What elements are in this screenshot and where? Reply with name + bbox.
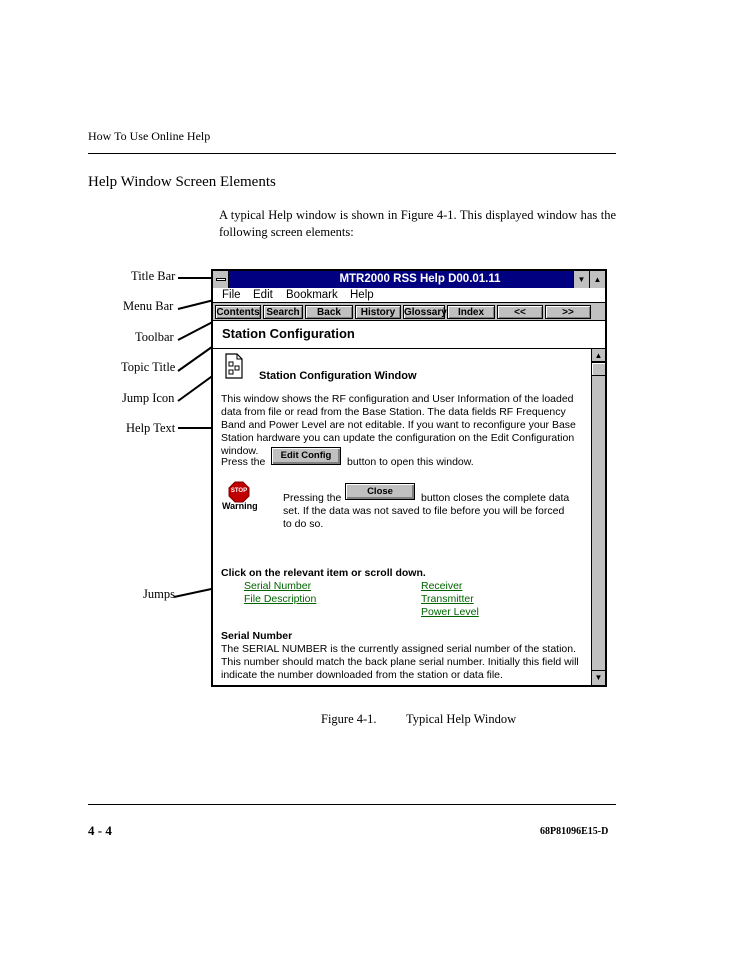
close-button[interactable]: Close — [345, 483, 415, 500]
scroll-down-arrow-icon[interactable]: ▼ — [592, 670, 605, 683]
scroll-thumb[interactable] — [592, 362, 605, 376]
callout-topic-title: Topic Title — [121, 360, 176, 374]
jump-power-level[interactable]: Power Level — [421, 606, 479, 618]
minimize-button[interactable]: ▼ — [573, 271, 589, 288]
callout-title-bar: Title Bar — [131, 269, 176, 283]
window-title: MTR2000 RSS Help D00.01.11 — [339, 273, 501, 285]
content-heading: Station Configuration Window — [259, 370, 417, 382]
intro-paragraph: A typical Help window is shown in Figure 4-1. This displayed window has the following screen elements: — [219, 208, 616, 239]
press-suffix-text: button to open this window. — [347, 456, 474, 468]
edit-config-button[interactable]: Edit Config — [271, 447, 341, 465]
jump-file-description[interactable]: File Description — [244, 593, 317, 605]
footer-rule — [88, 804, 616, 805]
callout-jumps: Jumps — [143, 587, 175, 601]
doc-number: 68P81096E15-D — [540, 826, 609, 837]
topic-title: Station Configuration — [222, 326, 355, 341]
callout-menu-bar: Menu Bar — [123, 299, 174, 313]
callout-toolbar: Toolbar — [135, 330, 174, 344]
browse-forward-button[interactable]: >> — [545, 305, 591, 319]
page-number: 4 - 4 — [88, 823, 112, 838]
menu-file[interactable]: File — [222, 289, 241, 301]
history-button[interactable]: History — [355, 305, 401, 319]
toolbar — [213, 303, 605, 321]
system-menu-button[interactable] — [213, 271, 229, 288]
document-icon[interactable] — [225, 353, 243, 379]
stop-sign-label: STOP — [230, 488, 248, 494]
scroll-up-arrow-icon[interactable]: ▲ — [592, 349, 605, 362]
warning-text: set. If the data was not saved to file before you will be forced to do so. — [283, 505, 565, 530]
menu-help[interactable]: Help — [350, 289, 374, 301]
help-window — [211, 269, 607, 687]
pressing-the-text: Pressing the — [283, 492, 342, 504]
close-suffix-text: button closes the complete data — [421, 492, 570, 504]
menu-edit[interactable]: Edit — [253, 289, 273, 301]
index-button[interactable]: Index — [447, 305, 495, 319]
contents-button[interactable]: Contents — [216, 307, 260, 318]
serial-text: The SERIAL NUMBER is the currently assigned serial number of the station. This number should match the back plane serial number. Initially this field will indicate the number downloaded from the station or data file. — [221, 643, 579, 681]
help-content — [213, 349, 591, 685]
serial-heading: Serial Number — [221, 630, 293, 642]
press-the-text: Press the — [221, 456, 266, 468]
jumps-heading: Click on the relevant item or scroll down. — [221, 567, 426, 579]
glossary-button[interactable]: Glossary — [404, 307, 447, 318]
jump-transmitter[interactable]: Transmitter — [421, 593, 474, 605]
maximize-button[interactable]: ▲ — [589, 271, 605, 288]
search-button[interactable]: Search — [263, 305, 303, 319]
topic-title-area — [213, 321, 605, 349]
callout-jump-icon: Jump Icon — [122, 391, 175, 405]
menu-bar — [213, 288, 605, 303]
jump-receiver[interactable]: Receiver — [421, 580, 463, 592]
jump-serial-number[interactable]: Serial Number — [244, 580, 312, 592]
vertical-scrollbar[interactable] — [591, 349, 605, 685]
browse-back-button[interactable]: << — [497, 305, 543, 319]
page-header: How To Use Online Help — [88, 129, 211, 143]
section-title: Help Window Screen Elements — [88, 174, 276, 190]
figure-title: Typical Help Window — [406, 712, 517, 726]
back-button[interactable]: Back — [305, 305, 353, 319]
title-bar[interactable] — [213, 271, 605, 288]
callout-help-text: Help Text — [126, 421, 176, 435]
figure-number: Figure 4-1. — [321, 712, 377, 726]
help-text-paragraph: This window shows the RF configuration and User Information of the loaded data from file or read from the Base Station. The data fields RF Frequency Band and Power Level are not editable. If you want to reconfigure your Base Station hardware you can update the configuration on the Edit Configuration window. — [221, 393, 576, 457]
menu-bookmark[interactable]: Bookmark — [286, 289, 338, 301]
warning-label: Warning — [222, 501, 258, 511]
